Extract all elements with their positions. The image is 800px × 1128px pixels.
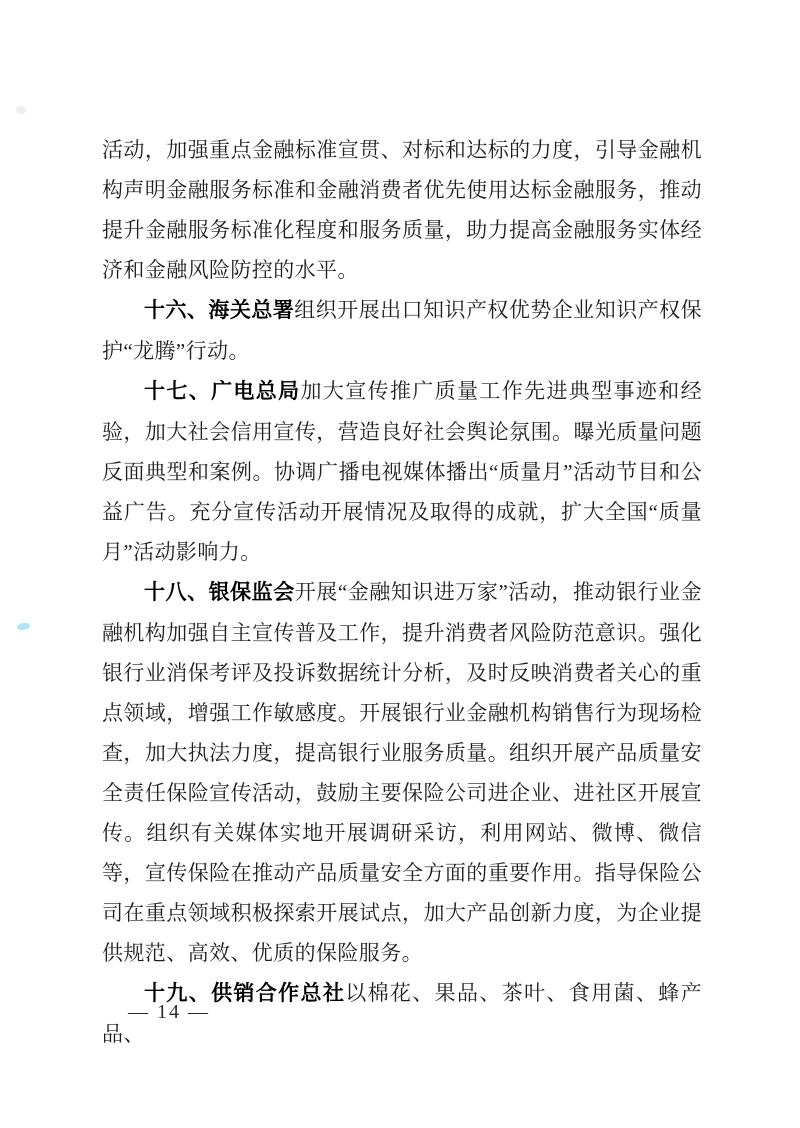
section-17-heading: 十七、广电总局 — [144, 380, 301, 403]
section-16-heading: 十六、海关总署 — [144, 299, 295, 322]
scan-cyan-mark-icon — [17, 622, 31, 631]
document-body — [102, 130, 702, 1054]
paragraph-section-17 — [102, 371, 702, 572]
paragraph-section-16 — [102, 290, 702, 371]
paragraph-text: 以棉花、果品、茶叶、食用菌、蜂产品、 — [102, 981, 702, 1046]
paragraph-continuation — [102, 130, 702, 290]
section-19-heading: 十九、供销合作总社 — [144, 982, 346, 1005]
scan-smudge-icon — [16, 106, 26, 114]
paragraph-text: 活动，加强重点金融标准宣贯、对标和达标的力度，引导金融机构声明金融服务标准和金融消费者优先使用达标金融服务，推动提升金融服务标准化程度和服务质量，助力提高金融服务实体经济和金融风险防控的水平。 — [102, 138, 702, 282]
paragraph-section-18 — [102, 572, 702, 973]
paragraph-text: 加大宣传推广质量工作先进典型事迹和经验，加大社会信用宣传，营造良好社会舆论氛围。曝光质量问题反面典型和案例。协调广播电视媒体播出“质量月”活动节目和公益广告。充分宣传活动开展情况及取得的成就，扩大全国“质量月”活动影响力。 — [102, 379, 702, 564]
paragraph-text: 组织开展出口知识产权优势企业知识产权保护“龙腾”行动。 — [102, 298, 702, 363]
page-number: — 14 — — [128, 1001, 210, 1023]
page-footer — [128, 998, 210, 1026]
section-18-heading: 十八、银保监会 — [144, 581, 295, 604]
paragraph-text: 开展“金融知识进万家”活动，推动银行业金融机构加强自主宣传普及工作，提升消费者风险防范意识。强化银行业消保考评及投诉数据统计分析，及时反映消费者关心的重点领域，增强工作敏感度。开展银行业金融机构销售行为现场检查，加大执法力度，提高银行业服务质量。组织开展产品质量安全责任保险宣传活动，鼓励主要保险公司进企业、进社区开展宣传。组织有关媒体实地开展调研采访，利用网站、微博、微信等，宣传保险在推动产品质量安全方面的重要作用。指导保险公司在重点领域积极探索开展试点，加大产品创新力度，为企业提供规范、高效、优质的保险服务。 — [102, 580, 702, 965]
